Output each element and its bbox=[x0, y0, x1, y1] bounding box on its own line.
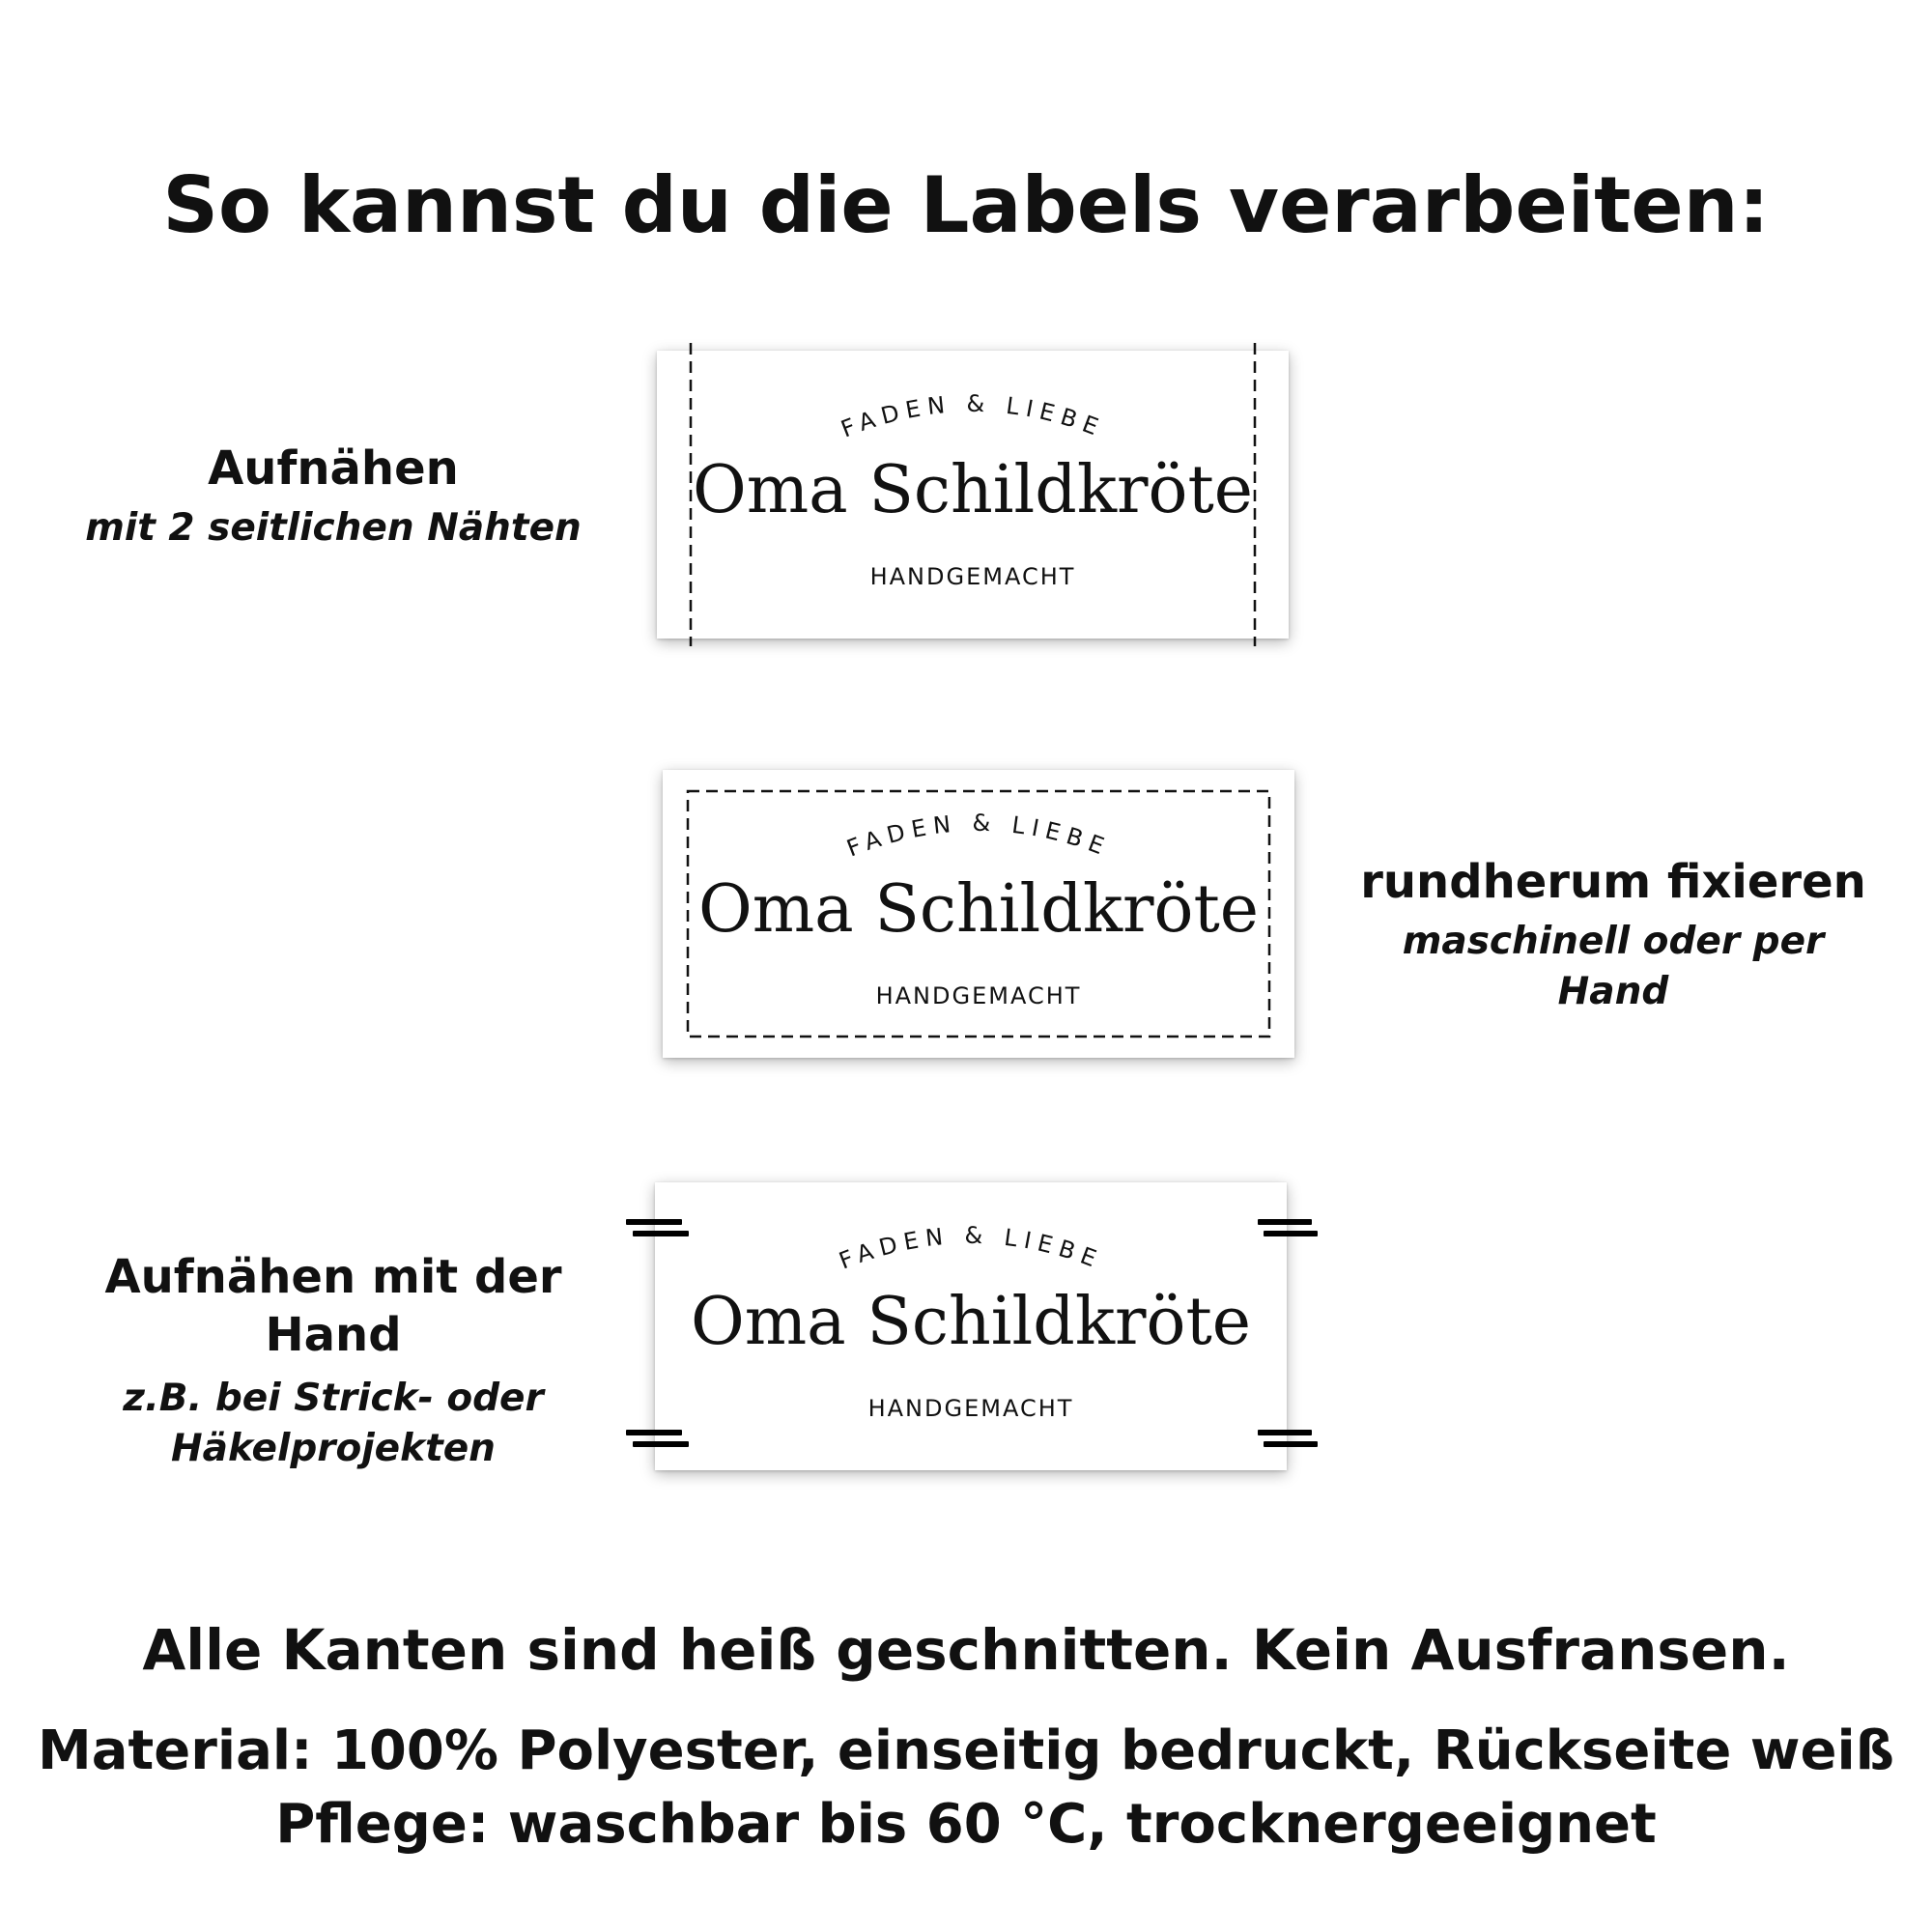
label-hand-stitched bbox=[655, 1182, 1287, 1470]
method-3-subtitle-line1: z.B. bei Strick- oder bbox=[123, 1377, 544, 1420]
method-2-subtitle: maschinell oder per Hand bbox=[1402, 920, 1825, 1013]
method-1-caption bbox=[58, 440, 609, 554]
label-name: Oma Schildkröte bbox=[697, 871, 1260, 948]
footer-edges-note: Alle Kanten sind heiß geschnitten. Kein Ausfransen. bbox=[142, 1617, 1790, 1683]
label-tagline: HANDGEMACHT bbox=[869, 563, 1076, 590]
label-name: Oma Schildkröte bbox=[692, 452, 1254, 528]
method-1-subtitle: mit 2 seitlichen Nähten bbox=[85, 506, 582, 550]
method-3-subtitle-line2: Häkelprojekten bbox=[171, 1427, 496, 1470]
hand-stitch-top-left bbox=[626, 1219, 682, 1225]
label-side-seams bbox=[657, 351, 1289, 639]
label-tagline: HANDGEMACHT bbox=[867, 1395, 1074, 1422]
method-3-caption bbox=[39, 1248, 628, 1474]
hand-stitch-top-left bbox=[633, 1231, 689, 1236]
label-brand: FADEN & LIEBE bbox=[842, 809, 1115, 863]
label-name: Oma Schildkröte bbox=[690, 1284, 1252, 1360]
method-3-title: Aufnähen mit der Hand bbox=[104, 1250, 562, 1362]
hand-stitch-top-right bbox=[1258, 1219, 1312, 1225]
svg-text:FADEN & LIEBE bbox=[838, 390, 1108, 443]
hand-stitch-bottom-right bbox=[1264, 1441, 1318, 1447]
footer-material: Material: 100% Polyester, einseitig bedruckt, Rückseite weiß bbox=[38, 1719, 1894, 1782]
label-brand: FADEN & LIEBE bbox=[837, 389, 1109, 443]
label-brand: FADEN & LIEBE bbox=[835, 1221, 1107, 1275]
hand-stitch-top-right bbox=[1264, 1231, 1318, 1236]
hand-stitch-bottom-left bbox=[626, 1430, 682, 1435]
label-around-seam bbox=[663, 770, 1294, 1058]
label-tagline: HANDGEMACHT bbox=[875, 982, 1082, 1009]
footer-care: Pflege: waschbar bis 60 °C, trocknergeeignet bbox=[275, 1793, 1657, 1856]
hand-stitch-bottom-right bbox=[1258, 1430, 1312, 1435]
hand-stitch-bottom-left bbox=[633, 1441, 689, 1447]
method-2-title: rundherum fixieren bbox=[1360, 855, 1866, 909]
svg-text:FADEN & LIEBE bbox=[843, 810, 1114, 863]
svg-text:FADEN & LIEBE bbox=[836, 1222, 1106, 1275]
method-1-title: Aufnähen bbox=[208, 441, 459, 496]
page-title: So kannst du die Labels verarbeiten: bbox=[162, 160, 1770, 250]
method-2-caption bbox=[1343, 853, 1884, 1017]
